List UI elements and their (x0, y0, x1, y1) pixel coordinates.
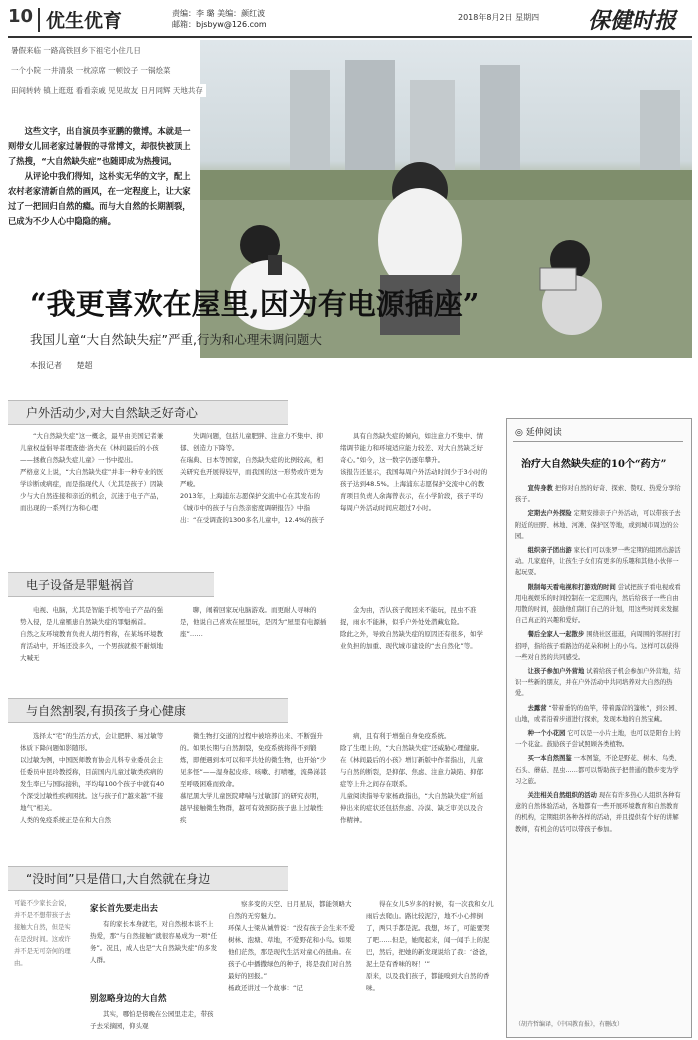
column-text: 得在女儿5岁多的时候，有一次我和女儿雨后去爬山。路比较泥泞，地不小心摔倒了，两只手都是泥。我想，坏了，可能要哭了吧……但是，她爬起来，闻一闻手上的泥巴，然后，把她的新发现说给了我：‘爸爸，泥土是有香味的呀！’” 原来，以及我们孩子，都能嗅到大自然的香味。 (366, 900, 494, 992)
sidebar-item (515, 545, 683, 579)
intro-paragraph: 这些文字，出自演员李亚鹏的微博。本就是一则带女儿回老家过暑假的寻常博文，却很快被顶上了热搜，“大自然缺失症”也随即成为热搜词。 (8, 126, 191, 166)
column-text: 有的家长本身就宅，对自然根本谈不上热爱，那“与自然接触”就很容易成为一项“任务”。况且，成人也是“大自然缺失症”的多发人群。 (90, 920, 218, 964)
page-header (8, 4, 692, 36)
sidebar-item (515, 483, 683, 505)
sidebar-item-text: 围绕社区逛逛，向周围的邻居打打招呼，指给孩子看路边的花朵和树上的小鸟。这样可以获得一些对自然的共同感受。 (515, 631, 681, 661)
column-text: “大自然缺失症”这一概念，最早由美国记者兼儿童权益倡导者理查德·洛夫在《林间最后的小孩——拯救自然缺失症儿童》一书中提出。 严格意义上说，“大自然缺失症”并非一种专业的医学诊断或病症，而是指现代人（尤其是孩子）因缺少与大自然连接和亲近的机会，沉迷于电子产品，而出现的一系列行为和心理 (20, 432, 164, 512)
header-divider (38, 8, 40, 32)
poem-line: 田间转转 镇上逛逛 看看亲戚 见见故友 日月同辉 天地共存 (8, 84, 206, 97)
sidebar-item (515, 790, 683, 835)
article-column (20, 604, 168, 684)
page-number: 10 (8, 6, 34, 27)
section-header: “没时间”只是借口,大自然就在身边 (8, 866, 288, 891)
header-editors: 责编：李 璐 美编：颜红波 (172, 9, 266, 18)
masthead-logo: 保健时报 (588, 8, 677, 34)
sidebar-rule (513, 441, 683, 442)
article-column (366, 898, 494, 1034)
article-column (180, 604, 328, 684)
header-rule (8, 36, 692, 38)
sidebar-item (515, 629, 683, 663)
sidebar-item-head: 限制每天看电视和打游戏的时间 (527, 583, 616, 591)
column-text: 选择太“宅”的生活方式，会让肥胖、易过敏等体质下降问题如影随形。 以过敏为例，中国医师教育协会儿科专业委员会主任委员申昆玲教授称，目前国内儿童过敏类疾病的发生率已与国际接轨，平均每100个孩子中就有40个深受过敏性疾病困扰。这与孩子们“越来越”不接地气”相关。 人类的免疫系统正是在和大自然 (20, 732, 165, 824)
sidebar-item-head: 宣传身教 (527, 485, 553, 492)
article-column (90, 1008, 218, 1036)
sidebar-item-text: 定期安排亲子户外活动，可以带孩子去附近的田野、林地、河滩、保护区等地，或到城市周边的公园。 (515, 510, 681, 540)
subsection-heading: 家长首先要走出去 (90, 904, 159, 914)
column-text: 失调问题，包括儿童肥胖、注意力不集中、抑郁、创造力下降等。 在瑞典、日本等国家，自然缺失症的比例较高，相关研究也开展得较早，而我国的这一形势或许更为严峻。 2013年，上海浦东志愿保护交流中心在其发布的《城市中的孩子与自然亲密度调研报告》中指出：“在受调查的1300多名儿童中，12.4%的孩子 (180, 432, 325, 524)
sidebar-item-text: 把你对自然的好奇、探索、赞叹、热爱分享给孩子。 (515, 485, 681, 504)
headline: “我更喜欢在屋里,因为有电源插座” (30, 287, 480, 321)
sidebar-item (515, 753, 683, 787)
column-text: 病，且有利于增强自身免疫系统。 除了生理上的，“大自然缺失症”还威胁心理健康。在《林间最后的小孩》增订新版中作者指出，儿童与自然的断裂，是抑郁、焦虑、注意力缺陷、抑郁症等上升之间存在联系。 儿童阅读指导专家杨政指出，“大自然缺失症”所延伸出来的症状还包括焦虑、冷漠、缺乏审美以及合作精神。 (340, 732, 484, 824)
sidebar-tag (515, 425, 562, 438)
poem-block (8, 44, 338, 108)
column-text: 聊，闹着回家玩电脑游戏。而更耐人寻味的是，他说自己喜欢在屋里玩，是因为“屋里有电源插座”…… (180, 606, 327, 638)
article-column (180, 430, 328, 558)
article-column (20, 730, 168, 860)
section-header: 户外活动少,对大自然缺乏好奇心 (8, 400, 288, 425)
subsection-heading: 别忽略身边的大自然 (90, 994, 167, 1004)
sidebar-item (515, 582, 683, 627)
section-header: 与自然割裂,有损孩子身心健康 (8, 698, 288, 723)
sidebar-tag-label: 延伸阅读 (525, 428, 562, 438)
sidebar-item-text: 现在有许多热心人组织各种有意的自然体验活动，各地都有一些开展环境教育和自然教育的机构，定期组织各种各样的活动，并且提供有个好的讲解教师，有机会的话可以带孩子参加。 (515, 792, 681, 833)
sidebar-item-text: 尝试把孩子看电视或看用电视娱乐的时间控制在一定范围内，然后给孩子一些自由用散的时间，鼓励他们制订自己的计划，用这些时间来发掘自己真正的兴趣和爱好。 (515, 583, 681, 625)
side-note: 可能不少家长会说，并不是不想带孩子去接触大自然，但是实在是没时间。这或许并不是无可奈何的理由。 (14, 900, 71, 967)
sidebar-item-text: 一本图鉴，不论是野花、树木、鸟类、石头、蘑菇、昆虫……都可以帮助孩子把普通的散步变为学习之旅。 (515, 755, 681, 785)
column-text: 微生物打交道的过程中被培养出来、不断强升的。如果长期与自然割裂，免疫系统将得不到锻炼，即便遇到本可以和平共处的微生物，也开始“少见多怪”——湿身起皮疹、咳嗽、打喷嚏，流鼻涕甚至呼吸困难而致命。 慕尼黑大学儿童医院哮喘与过敏部门的研究表明，越早接触微生物群，越可有效预防孩子患上过敏性疾 (180, 732, 327, 824)
article-column (90, 918, 218, 990)
sidebar-item-head: 组织亲子团出游 (527, 547, 572, 555)
intro-paragraph: 从评论中我们得知，这朴实无华的文字，配上农村老家清新自然的画风，在一定程度上，让大家过了一把回归自然的瘾。而与大自然的长期割裂，已成为不少人心中隐隐的痛。 (8, 171, 191, 226)
byline (30, 360, 93, 371)
sidebar-item-text: 家长们可以张罗一些定期的组团出游活动。几家庭伴，让孩生子女们有更多的乐趣和其他小伙伴一起玩耍。 (515, 547, 681, 577)
poem-line: 暑假来临 一路高铁回乡下祖宅小住几日 (8, 44, 144, 57)
article-column (340, 430, 488, 558)
sidebar-item-text: 试着给孩子机会参加户外营地，结识一些新的朋友，并在户外活动中共同培养对大自然的热爱。 (515, 668, 681, 698)
poem-line: 一个小院 一井清泉 一枕凉席 一顿饺子 一锅烩菜 (8, 64, 174, 77)
article-column (340, 730, 488, 860)
byline-label: 本报记者 (30, 361, 62, 370)
sidebar-item (515, 703, 683, 725)
sidebar-item-text: 它可以是一小片土地，也可以是阳台上的一个花盆。鼓励孩子尝试照顾各类植物。 (515, 730, 681, 749)
sidebar-list (515, 483, 683, 1013)
sidebar-item-head: 关注相关自然组织的活动 (527, 792, 597, 800)
sidebar-item-text: “带着垂钓的鱼竿，带着露营的篷帐”，到公园、山地，或者沿着步道进行探索，发现本地的自然宝藏。 (515, 704, 681, 723)
sidebar-title: 治疗大自然缺失症的10个“药方” (521, 459, 667, 470)
subheadline: 我国儿童“大自然缺失症”严重,行为和心理未调问题大 (30, 332, 322, 347)
sidebar-item (515, 666, 683, 700)
sidebar-footer: （胡卉哲编译，《中国教育报》，有删改） (515, 1021, 624, 1028)
article-column (20, 430, 168, 558)
byline-name: 楚超 (76, 361, 93, 370)
column-text: 其实，哪怕是傍晚在公园里走走，带孩子去采摘园，仰头观 (90, 1010, 214, 1030)
circle-icon: ◎ (515, 428, 526, 438)
header-date: 2018年8月2日 星期四 (458, 13, 540, 22)
sidebar-item-head: 买一本自然图鉴 (527, 755, 572, 763)
header-email: 邮箱：bjsbyw@126.com (172, 20, 267, 29)
article-column (228, 898, 356, 1034)
sidebar-box (506, 418, 692, 1038)
sidebar-item-head: 去露营 (527, 704, 547, 712)
sidebar-item-head: 餐后全家人一起散步 (527, 631, 585, 639)
column-text: 具有自然缺失症的倾向，如注意力不集中、情绪调节能力和环境适应能力较差、对大自然缺乏好奇心。”如今，这一数字仍逐年攀升。 该报告还显示，我国每周户外活动时间少于3小时的孩子达到48.5%。上海浦东志愿保护交流中心的教育项目负责人余海曾表示，在小学阶段，孩子平均每周户外活动时间应超过7小时。 (340, 432, 488, 512)
column-text: 电视、电脑，尤其是智能手机等电子产品的强势入侵，是儿童罹患自然缺失症的罪魁祸首。 自然之友环境教育负责人胡丹哲称，在某场环境教育活动中，开场还没多久，一个男孩就极不耐烦地大喊无 (20, 606, 163, 662)
section-title: 优生优育 (46, 10, 123, 32)
column-text: 察多变的天空、日月星辰，都能领略大自然的无穷魅力。 环保人士梁从诫曾说：“没有孩子会生来不爱树林、泡塘、草地，不爱野花和小鸟。如果他们茫然，那是现代生活对童心的扭曲。在孩子心中播撒绿色的种子，将是我们对自然最好的回报。” 杨政还讲过一个故事：“记 (228, 900, 355, 992)
sidebar-item-head: 让孩子参加户外营地 (527, 668, 585, 676)
section-header: 电子设备是罪魁祸首 (8, 572, 214, 597)
sidebar-item (515, 728, 683, 750)
article-column (180, 730, 328, 860)
intro-text (8, 124, 198, 274)
sidebar-item (515, 508, 683, 542)
article-column (340, 604, 488, 684)
sidebar-item-head: 种一个小花园 (527, 730, 566, 738)
sidebar-item-head: 定期去户外探险 (527, 510, 572, 518)
column-text: 金为由，否认孩子爬回来不能玩，昆虫不准捉，雨水不能淋，似乎户外处处潜藏危险。 除此之外，导致自然缺失症的原因还有很多，如学业负担的加重、现代城市建设的“去自然化”等。 (340, 606, 483, 650)
